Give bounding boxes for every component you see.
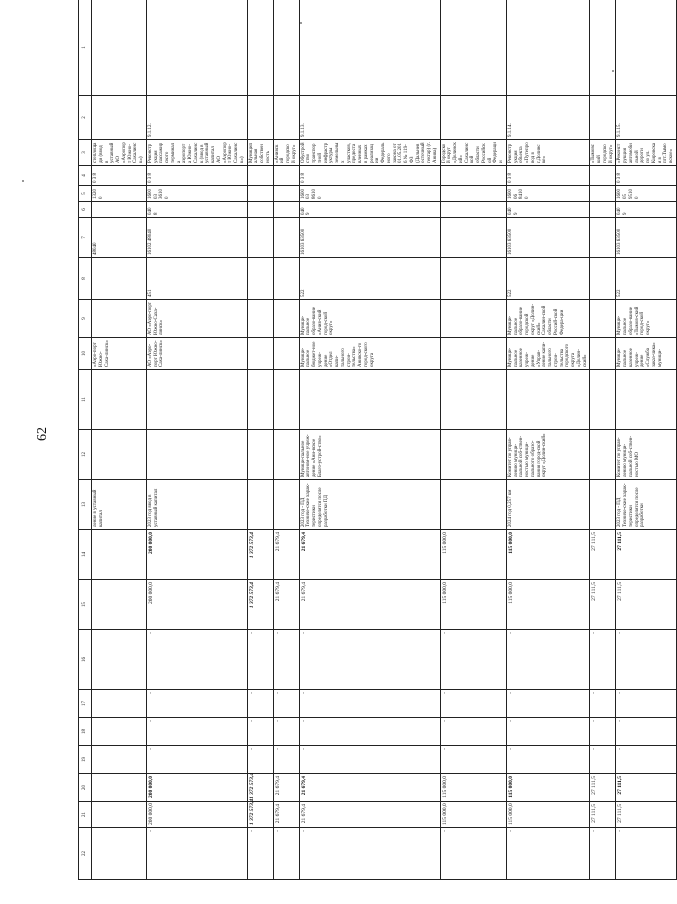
cell-c2: 9.1.15. bbox=[616, 96, 677, 140]
cell-c22: - bbox=[440, 828, 506, 880]
cell-c14: 27 111,5 bbox=[590, 530, 616, 580]
cell-c8 bbox=[590, 258, 616, 300]
table-row bbox=[299, 0, 440, 880]
cell-c19: - bbox=[616, 746, 677, 774]
cell-c12 bbox=[146, 430, 247, 480]
cell-c13: 2023 год ввод в уставный капитал bbox=[146, 480, 247, 530]
cell-c22: - bbox=[146, 828, 247, 880]
cell-c9 bbox=[247, 300, 273, 338]
cell-c14: 115 000,0 bbox=[506, 530, 590, 580]
cell-c7: 48040 bbox=[92, 218, 147, 258]
cell-c22 bbox=[92, 828, 147, 880]
cell-c2: 9.1.13. bbox=[299, 96, 440, 140]
cell-c3: Обустройство транспортной инфраструктуры земельных участков, предоставленных в рамках реализации Федерального закона от 01.05.2016 № 119-ФЗ (Дальневосточный гектар) (г. Анива) bbox=[299, 140, 440, 166]
cell-c8: 522 bbox=[299, 258, 440, 300]
cell-c1 bbox=[590, 0, 616, 96]
cell-c2 bbox=[247, 96, 273, 140]
cell-c13 bbox=[440, 480, 506, 530]
cell-c9 bbox=[590, 300, 616, 338]
cell-c6 bbox=[92, 202, 147, 218]
cell-c19: - bbox=[506, 746, 590, 774]
header-cell-4: 4 bbox=[79, 166, 92, 186]
cell-c19: - bbox=[273, 746, 299, 774]
cell-c7 bbox=[590, 218, 616, 258]
cell-c17: - bbox=[590, 690, 616, 718]
cell-c11 bbox=[299, 370, 440, 430]
cell-c22: - bbox=[299, 828, 440, 880]
cell-c17: - bbox=[273, 690, 299, 718]
cell-c15: 21 679,4 bbox=[273, 580, 299, 630]
cell-c18: - bbox=[299, 718, 440, 746]
cell-c3: степлощади (ввод в уставный АО «Аэропорт Южно-Сахалинск») bbox=[92, 140, 147, 166]
cell-c4: 0 3 8 bbox=[299, 166, 440, 186]
cell-c16: - bbox=[506, 630, 590, 690]
header-cell-18: 18 bbox=[79, 718, 92, 746]
cell-c3: Реконструкция пассажирского терминала аэропорта Южно-Сахалинск (ввод в уставный капитал АО «Аэропорт Южно-Сахалинск») bbox=[146, 140, 247, 166]
header-cell-7: 7 bbox=[79, 218, 92, 258]
header-cell-21: 21 bbox=[79, 802, 92, 828]
cell-c3: «Реконструкция автомобильной дороги по ул. Кировская в пгт.Тымовское» bbox=[616, 140, 677, 166]
cell-c16: - bbox=[299, 630, 440, 690]
cell-c5: 160005 95100 bbox=[616, 186, 677, 202]
cell-c18: - bbox=[146, 718, 247, 746]
header-row bbox=[79, 0, 92, 880]
cell-c10: АО «Аэро-порт Южно-Саха-линск» bbox=[146, 338, 247, 370]
cell-c20 bbox=[92, 774, 147, 802]
cell-c7 bbox=[273, 218, 299, 258]
cell-c17: - bbox=[616, 690, 677, 718]
cell-c7: 16103 63500 bbox=[616, 218, 677, 258]
cell-c18: - bbox=[590, 718, 616, 746]
cell-c8: 522 bbox=[616, 258, 677, 300]
cell-c6: 040 9 bbox=[299, 202, 440, 218]
cell-c20: 115 000,0 bbox=[506, 774, 590, 802]
cell-c1 bbox=[299, 0, 440, 96]
cell-c4 bbox=[247, 166, 273, 186]
table-row bbox=[92, 0, 147, 880]
cell-c4: 0 3 8 bbox=[616, 166, 677, 186]
cell-c20: 21 679,4 bbox=[273, 774, 299, 802]
cell-c20: 115 000,0 bbox=[440, 774, 506, 802]
cell-c4 bbox=[590, 166, 616, 186]
cell-c8 bbox=[247, 258, 273, 300]
cell-c15: 115 000,0 bbox=[506, 580, 590, 630]
rotated-table-container bbox=[78, 0, 674, 880]
cell-c21 bbox=[92, 802, 147, 828]
table-row bbox=[440, 0, 506, 880]
cell-c4 bbox=[273, 166, 299, 186]
cell-c15: 1 372 573,4 bbox=[247, 580, 273, 630]
cell-c5 bbox=[440, 186, 506, 202]
cell-c19 bbox=[92, 746, 147, 774]
cell-c7: 16103 63500 bbox=[299, 218, 440, 258]
cell-c14 bbox=[92, 530, 147, 580]
cell-c4: 0 3 8 bbox=[146, 166, 247, 186]
cell-c7: 16103 63500 bbox=[506, 218, 590, 258]
cell-c19: - bbox=[590, 746, 616, 774]
cell-c10: «Аэро-порт Южно-Саха-линск» bbox=[92, 338, 147, 370]
cell-c14: 21 679,4 bbox=[299, 530, 440, 580]
cell-c17: - bbox=[247, 690, 273, 718]
cell-c16: - bbox=[273, 630, 299, 690]
cell-c10 bbox=[440, 338, 506, 370]
header-cell-22: 22 bbox=[79, 828, 92, 880]
cell-c15: 21 679,4 bbox=[299, 580, 440, 630]
cell-c5 bbox=[590, 186, 616, 202]
cell-c2: 9.1.14. bbox=[506, 96, 590, 140]
cell-c15 bbox=[92, 580, 147, 630]
cell-c9 bbox=[273, 300, 299, 338]
cell-c11 bbox=[92, 370, 147, 430]
cell-c15: 27 111,5 bbox=[590, 580, 616, 630]
cell-c12: Муници-пальное автоном-ное учреж-дение «Ани-вское Благо-устрой-ство» bbox=[299, 430, 440, 480]
cell-c18: - bbox=[273, 718, 299, 746]
cell-c10: Муници-пальное казенное учреж-дение «Управ-ление капи-тального строи-тельства городского округа «Долин-ский» bbox=[506, 338, 590, 370]
cell-c18: - bbox=[506, 718, 590, 746]
header-cell-16: 16 bbox=[79, 630, 92, 690]
cell-c16: - bbox=[616, 630, 677, 690]
cell-c16: - bbox=[590, 630, 616, 690]
cell-c11 bbox=[247, 370, 273, 430]
table-row bbox=[247, 0, 273, 880]
cell-c20: 200 000,0 bbox=[146, 774, 247, 802]
cell-c18: - bbox=[247, 718, 273, 746]
cell-c11 bbox=[146, 370, 247, 430]
cell-c6 bbox=[440, 202, 506, 218]
cell-c3: «Анивский городской округ» bbox=[273, 140, 299, 166]
cell-c5 bbox=[247, 186, 273, 202]
cell-c9 bbox=[440, 300, 506, 338]
cell-c21: 27 111,5 bbox=[590, 802, 616, 828]
cell-c22: - bbox=[506, 828, 590, 880]
scan-speck bbox=[300, 22, 302, 24]
cell-c13 bbox=[247, 480, 273, 530]
cell-c12 bbox=[92, 430, 147, 480]
page-number: 62 bbox=[35, 427, 50, 441]
cell-c20: 21 679,4 bbox=[299, 774, 440, 802]
cell-c17: - bbox=[506, 690, 590, 718]
cell-c7 bbox=[440, 218, 506, 258]
cell-c16: - bbox=[146, 630, 247, 690]
scan-speck bbox=[22, 180, 24, 182]
cell-c16: - bbox=[440, 630, 506, 690]
cell-c18: - bbox=[440, 718, 506, 746]
cell-c2 bbox=[440, 96, 506, 140]
cell-c2: 9.1.12. bbox=[146, 96, 247, 140]
cell-c5 bbox=[273, 186, 299, 202]
cell-c13: 2023 год - ПД Техниче-ские харак-теристики определятся после разработки ПД bbox=[299, 480, 440, 530]
cell-c21: 200 000,0 bbox=[146, 802, 247, 828]
cell-c7: 16102 48040 bbox=[146, 218, 247, 258]
cell-c17 bbox=[92, 690, 147, 718]
cell-c14: 21 679,4 bbox=[273, 530, 299, 580]
table-row bbox=[146, 0, 247, 880]
cell-c15: 27 111,5 bbox=[616, 580, 677, 630]
cell-c10 bbox=[273, 338, 299, 370]
cell-c8: 522 bbox=[506, 258, 590, 300]
cell-c12: Комитет по управ-лению муници-пальной соб-ствен-ностью МО bbox=[616, 430, 677, 480]
cell-c16 bbox=[92, 630, 147, 690]
cell-c13: ление в уставный капитал bbox=[92, 480, 147, 530]
cell-c20: 27 111,5 bbox=[616, 774, 677, 802]
cell-c21: 115 000,0 bbox=[440, 802, 506, 828]
table-row bbox=[506, 0, 590, 880]
cell-c1 bbox=[440, 0, 506, 96]
cell-c17: - bbox=[146, 690, 247, 718]
cell-c14: 200 000,0 bbox=[146, 530, 247, 580]
header-cell-19: 19 bbox=[79, 746, 92, 774]
cell-c1 bbox=[247, 0, 273, 96]
cell-c6: 040 8 bbox=[146, 202, 247, 218]
header-cell-11: 11 bbox=[79, 370, 92, 430]
cell-c6 bbox=[247, 202, 273, 218]
cell-c3: «Тымовский городской округ» bbox=[590, 140, 616, 166]
cell-c17: - bbox=[299, 690, 440, 718]
scan-speck bbox=[612, 70, 614, 72]
cell-c12 bbox=[590, 430, 616, 480]
table-row bbox=[616, 0, 677, 880]
cell-c18: - bbox=[616, 718, 677, 746]
header-cell-1: 1 bbox=[79, 0, 92, 96]
header-cell-8: 8 bbox=[79, 258, 92, 300]
cell-c13 bbox=[590, 480, 616, 530]
cell-c19: - bbox=[440, 746, 506, 774]
cell-c1 bbox=[506, 0, 590, 96]
cell-c8 bbox=[273, 258, 299, 300]
cell-c10 bbox=[247, 338, 273, 370]
cell-c9 bbox=[92, 300, 147, 338]
cell-c11 bbox=[440, 370, 506, 430]
cell-c1 bbox=[273, 0, 299, 96]
cell-c5: 13200 bbox=[92, 186, 147, 202]
cell-c20: 27 111,5 bbox=[590, 774, 616, 802]
cell-c10: Муници-пальное бюджет-ное учреж-дение «Отдел капи-тального строи-тельства» Анивско-го город-ского округа bbox=[299, 338, 440, 370]
cell-c22: - bbox=[616, 828, 677, 880]
table-row bbox=[590, 0, 616, 880]
cell-c22: - bbox=[273, 828, 299, 880]
header-cell-9: 9 bbox=[79, 300, 92, 338]
cell-c13 bbox=[273, 480, 299, 530]
header-cell-6: 6 bbox=[79, 202, 92, 218]
cell-c9: Муници-пальное образо-вание городской округ «Долин-ский» Сахалин-ской области Россий-ской Федера-ции bbox=[506, 300, 590, 338]
cell-c11 bbox=[590, 370, 616, 430]
cell-c5: 160003 86100 bbox=[299, 186, 440, 202]
cell-c10: Муници-пальное казенное учреж-дение «Служба заказ-чика» муници- bbox=[616, 338, 677, 370]
header-cell-5: 5 bbox=[79, 186, 92, 202]
cell-c2 bbox=[590, 96, 616, 140]
cell-c22: - bbox=[247, 828, 273, 880]
cell-c1 bbox=[146, 0, 247, 96]
header-cell-17: 17 bbox=[79, 690, 92, 718]
cell-c6: 040 9 bbox=[506, 202, 590, 218]
cell-c12 bbox=[273, 430, 299, 480]
cell-c3: Реконструкция объекта «Путепровод в г.Долинске» bbox=[506, 140, 590, 166]
cell-c12 bbox=[440, 430, 506, 480]
cell-c8 bbox=[92, 258, 147, 300]
cell-c7 bbox=[247, 218, 273, 258]
cell-c2 bbox=[92, 96, 147, 140]
cell-c5: 160003 36100 bbox=[146, 186, 247, 202]
cell-c19: - bbox=[247, 746, 273, 774]
cell-c11 bbox=[616, 370, 677, 430]
cell-c12: Комитет по управ-лению муници-пальной соб-ствен-ностью муници-пального образо-вания город-ской округ «Долин-ский» bbox=[506, 430, 590, 480]
cell-c15: 115 000,0 bbox=[440, 580, 506, 630]
cell-c10 bbox=[590, 338, 616, 370]
cell-c21: 21 679,4 bbox=[299, 802, 440, 828]
cell-c17: - bbox=[440, 690, 506, 718]
cell-c21: 115 000,0 bbox=[506, 802, 590, 828]
cell-c1 bbox=[92, 0, 147, 96]
cell-c14: 27 111,5 bbox=[616, 530, 677, 580]
cell-c13: 2024 год 0,257 км bbox=[506, 480, 590, 530]
cell-c21: 27 111,5 bbox=[616, 802, 677, 828]
budget-table bbox=[78, 0, 677, 880]
header-cell-20: 20 bbox=[79, 774, 92, 802]
cell-c4: 0 3 8 bbox=[506, 166, 590, 186]
cell-c9: Муници-пальное образо-вание «Анив-ский город-ской округ» bbox=[299, 300, 440, 338]
cell-c11 bbox=[273, 370, 299, 430]
cell-c4 bbox=[440, 166, 506, 186]
cell-c6: 040 9 bbox=[616, 202, 677, 218]
cell-c6 bbox=[273, 202, 299, 218]
cell-c6 bbox=[590, 202, 616, 218]
cell-c14: 115 000,0 bbox=[440, 530, 506, 580]
cell-c2 bbox=[273, 96, 299, 140]
cell-c8 bbox=[440, 258, 506, 300]
header-cell-13: 13 bbox=[79, 480, 92, 530]
table-row bbox=[273, 0, 299, 880]
cell-c9: Муници-пальное образо-вание «Тымов-ский город-ской округ» bbox=[616, 300, 677, 338]
header-cell-2: 2 bbox=[79, 96, 92, 140]
cell-c22: - bbox=[590, 828, 616, 880]
header-cell-15: 15 bbox=[79, 580, 92, 630]
cell-c8: 451 bbox=[146, 258, 247, 300]
cell-c5: 160006 84100 bbox=[506, 186, 590, 202]
cell-c11 bbox=[506, 370, 590, 430]
header-cell-3: 3 bbox=[79, 140, 92, 166]
cell-c1 bbox=[616, 0, 677, 96]
header-cell-12: 12 bbox=[79, 430, 92, 480]
cell-c21: 21 679,4 bbox=[273, 802, 299, 828]
cell-c9: АО «Аэро-порт Южно-Саха-линск» bbox=[146, 300, 247, 338]
cell-c19: - bbox=[299, 746, 440, 774]
cell-c4: 0 3 8 bbox=[92, 166, 147, 186]
cell-c13: 2023 год - ПД Техниче-ские харак-теристики определятся после разработки bbox=[616, 480, 677, 530]
header-cell-14: 14 bbox=[79, 530, 92, 580]
cell-c14: 1 372 573,4 bbox=[247, 530, 273, 580]
cell-c19: - bbox=[146, 746, 247, 774]
cell-c12 bbox=[247, 430, 273, 480]
cell-c18 bbox=[92, 718, 147, 746]
cell-c15: 200 000,0 bbox=[146, 580, 247, 630]
cell-c16: - bbox=[247, 630, 273, 690]
cell-c3: Городской округ «Долинский» Сахалинской области Российской Федерации bbox=[440, 140, 506, 166]
header-cell-10: 10 bbox=[79, 338, 92, 370]
cell-c3: Муниципальная собственность bbox=[247, 140, 273, 166]
cell-c21: 1 372 573,4 bbox=[247, 802, 273, 828]
cell-c20: 1 372 573,4 bbox=[247, 774, 273, 802]
